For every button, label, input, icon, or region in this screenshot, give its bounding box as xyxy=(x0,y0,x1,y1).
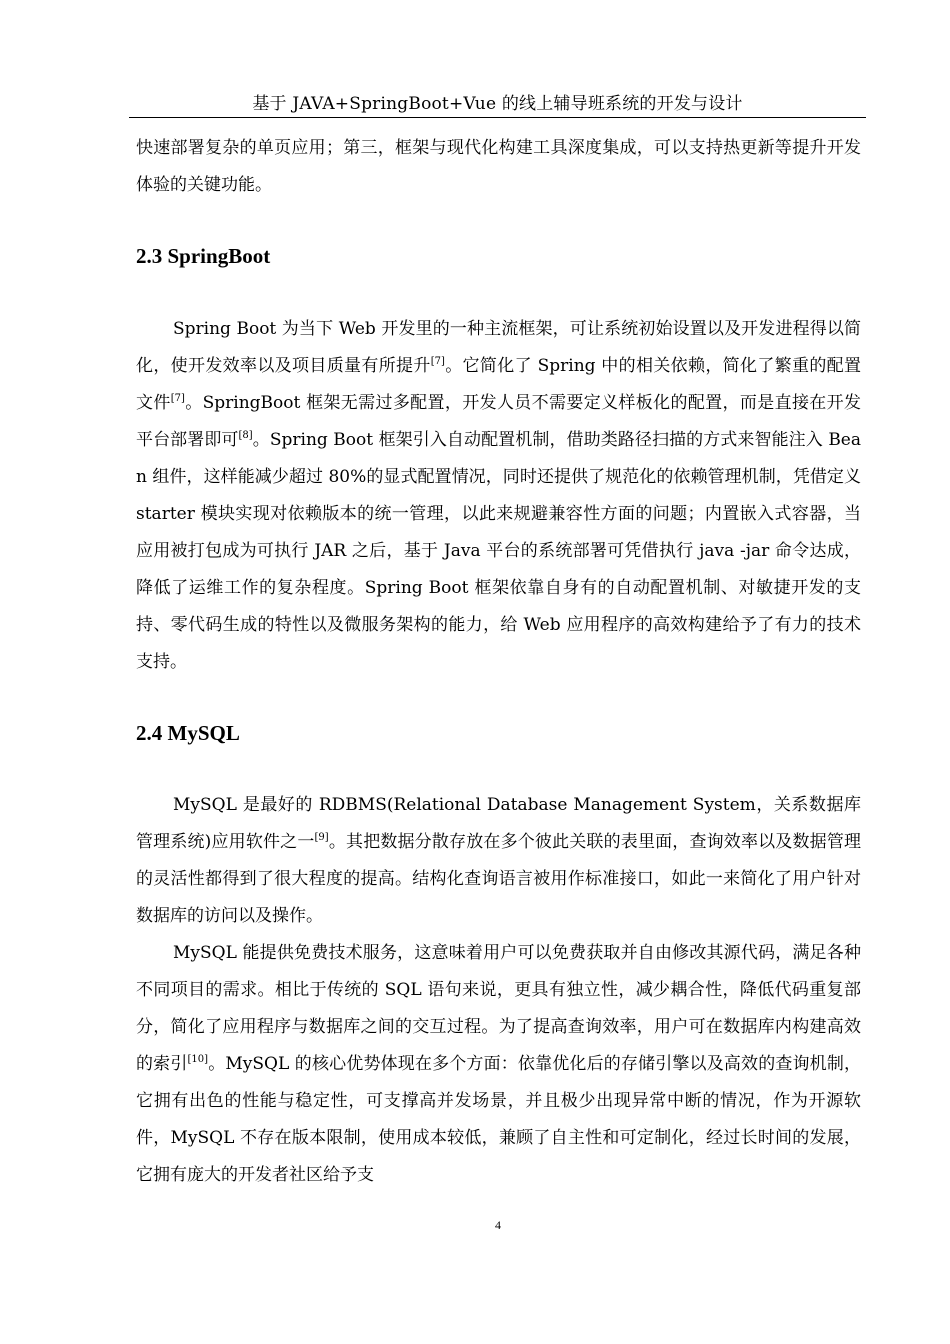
citation: [7] xyxy=(170,393,185,404)
springboot-text-d: 。Spring Boot 框架引入自动配置机制，借助类路径扫描的方式来智能注入 Bean 组件，这样能减少超过 80%的显式配置情况，同时还提供了规范化的依赖管理机制，凭借定义 starter 模块实现对依赖版本的统一管理，以此来规避兼容性方面的问题；内置嵌入式容器，当应用被打包成为可执行 JAR 之后，基于 Java 平台的系统部署可凭借执行 java -jar 命令达成，降低了运维工作的复杂程度。Spring Boot 框架依靠自身有的自动配置机制、对敏捷开发的支持、零代码生成的特性以及微服务架构的能力，给 Web 应用程序的高效构建给予了有力的技术支持。 xyxy=(136,430,862,672)
citation: [7] xyxy=(430,356,445,367)
running-header: 基于 JAVA+SpringBoot+Vue 的线上辅导班系统的开发与设计 xyxy=(252,94,743,114)
section-heading-springboot: 2.3 SpringBoot xyxy=(136,244,271,268)
springboot-text-a: Spring Boot 为当下 Web 开发里的一种主流框架，可让系统初始设置以及开发进程得以简化，使开发效率以及项目质量有所提升 xyxy=(136,319,861,376)
citation: [9] xyxy=(314,832,329,843)
springboot-text-b: 。它简化了 Spring 中的相关依赖，简化了繁重的配置文件 xyxy=(136,356,862,413)
citation: [10] xyxy=(187,1054,209,1065)
springboot-text-c: 。SpringBoot 框架无需过多配置，开发人员不需要定义样板化的配置，而是直接在开发平台部署即可 xyxy=(136,393,862,450)
page-number: 4 xyxy=(495,1218,501,1232)
citation: [8] xyxy=(238,430,253,441)
section-heading-mysql: 2.4 MySQL xyxy=(136,721,240,745)
mysql-text-c: MySQL 能提供免费技术服务，这意味着用户可以免费获取并自由修改其源代码，满足各种不同项目的需求。相比于传统的 SQL 语句来说，更具有独立性，减少耦合性，降低代码重复部分，简化了应用程序与数据库之间的交互过程。为了提高查询效率，用户可在数据库内构建高效的索引 xyxy=(136,943,861,1074)
mysql-text-b: 。其把数据分散存放在多个彼此关联的表里面，查询效率以及数据管理的灵活性都得到了很大程度的提高。结构化查询语言被用作标准接口，如此一来简化了用户针对数据库的访问以及操作。 xyxy=(136,832,861,926)
mysql-text-a: MySQL 是最好的 RDBMS(Relational Database Management System，关系数据库管理系统)应用软件之一 xyxy=(136,795,861,852)
mysql-paragraph-1 xyxy=(136,787,861,935)
continuation-paragraph: 快速部署复杂的单页应用；第三，框架与现代化构建工具深度集成，可以支持热更新等提升开发体验的关键功能。 xyxy=(136,138,861,195)
springboot-paragraph xyxy=(136,311,861,681)
header-rule xyxy=(129,117,866,118)
mysql-paragraph-2 xyxy=(136,935,861,1194)
mysql-text-d: 。MySQL 的核心优势体现在多个方面：依靠优化后的存储引擎以及高效的查询机制，它拥有出色的性能与稳定性，可支撑高并发场景，并且极少出现异常中断的情况，作为开源软件，MySQL 不存在版本限制，使用成本较低，兼顾了自主性和可定制化，经过长时间的发展，它拥有庞大的开发者社区给予支 xyxy=(136,1054,862,1185)
document-body xyxy=(136,130,861,1194)
